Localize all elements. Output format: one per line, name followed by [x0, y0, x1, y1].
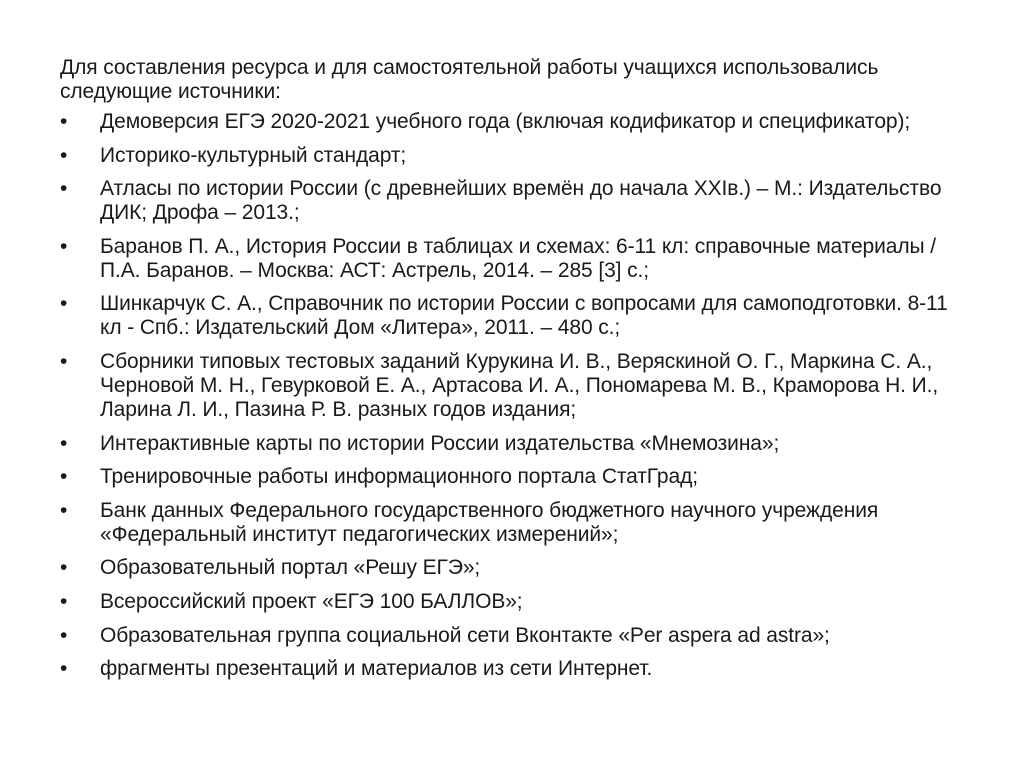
- slide-content: [60, 56, 960, 691]
- intro-text: Для составления ресурса и для самостоятельной работы учащихся использовались следующие источники:: [60, 56, 879, 103]
- bullet-icon: •: [60, 589, 68, 613]
- list-item-text: Всероссийский проект «ЕГЭ 100 БАЛЛОВ»;: [100, 589, 523, 613]
- bullet-icon: •: [60, 431, 68, 455]
- list-item-text: Тренировочные работы информационного портала СтатГрад;: [100, 465, 698, 489]
- bullet-icon: •: [60, 110, 68, 133]
- list-item-text: Историко-культурный стандарт;: [100, 143, 407, 167]
- list-item: [60, 144, 960, 168]
- list-item: [60, 657, 960, 681]
- list-item-text: Интерактивные карты по истории России издательства «Мнемозина»;: [100, 431, 780, 455]
- list-item: [60, 590, 960, 614]
- list-item-text: Атласы по истории России (с древнейших времён до начала XXIв.) – М.: Издательство ДИК; Дрофа – 2013.;: [100, 177, 942, 225]
- list-item-text: Шинкарчук С. А., Справочник по истории России с вопросами для самоподготовки. 8-11 кл - Спб.: Издательский Дом «Литера», 2011. – 480 с.;: [100, 292, 948, 340]
- list-item: [60, 465, 960, 489]
- list-item: [60, 110, 960, 134]
- list-item-text: Демоверсия ЕГЭ 2020-2021 учебного года (включая кодификатор и спецификатор);: [100, 110, 911, 133]
- bullet-icon: •: [60, 234, 68, 258]
- bullet-icon: •: [60, 657, 68, 681]
- list-item: [60, 624, 960, 648]
- list-item-text: Образовательная группа социальной сети Вконтакте «Per aspera ad astra»;: [100, 623, 830, 647]
- bullet-icon: •: [60, 349, 68, 373]
- bullet-icon: •: [60, 292, 68, 316]
- list-item: [60, 499, 960, 547]
- list-item-text: Образовательный портал «Решу ЕГЭ»;: [100, 556, 481, 580]
- list-item-text: фрагменты презентаций и материалов из сети Интернет.: [100, 657, 653, 681]
- bullet-icon: •: [60, 623, 68, 647]
- bullet-icon: •: [60, 498, 68, 522]
- list-item-text: Банк данных Федерального государственного бюджетного научного учреждения «Федеральный институт педагогических измерений»;: [100, 498, 879, 546]
- list-item: [60, 432, 960, 456]
- list-item: [60, 292, 960, 340]
- bullet-icon: •: [60, 143, 68, 167]
- list-item-text: Баранов П. А., История России в таблицах и схемах: 6-11 кл: справочные материалы / П.А. Баранов. – Москва: АСТ: Астрель, 2014. – 285 [3] с.;: [100, 234, 936, 282]
- bullet-icon: •: [60, 177, 68, 201]
- list-item: [60, 556, 960, 580]
- list-item: [60, 350, 960, 422]
- list-item-text: Сборники типовых тестовых заданий Курукина И. В., Веряскиной О. Г., Маркина С. А., Черновой М. Н., Гевурковой Е. А., Артасова И. А., Пономарева М. В., Краморова Н. И., Ларина Л. И., Пазина Р. В. разных годов издания;: [100, 349, 939, 421]
- list-item: [60, 235, 960, 283]
- list-item: [60, 177, 960, 225]
- sources-list: [60, 110, 960, 681]
- bullet-icon: •: [60, 556, 68, 580]
- bullet-icon: •: [60, 465, 68, 489]
